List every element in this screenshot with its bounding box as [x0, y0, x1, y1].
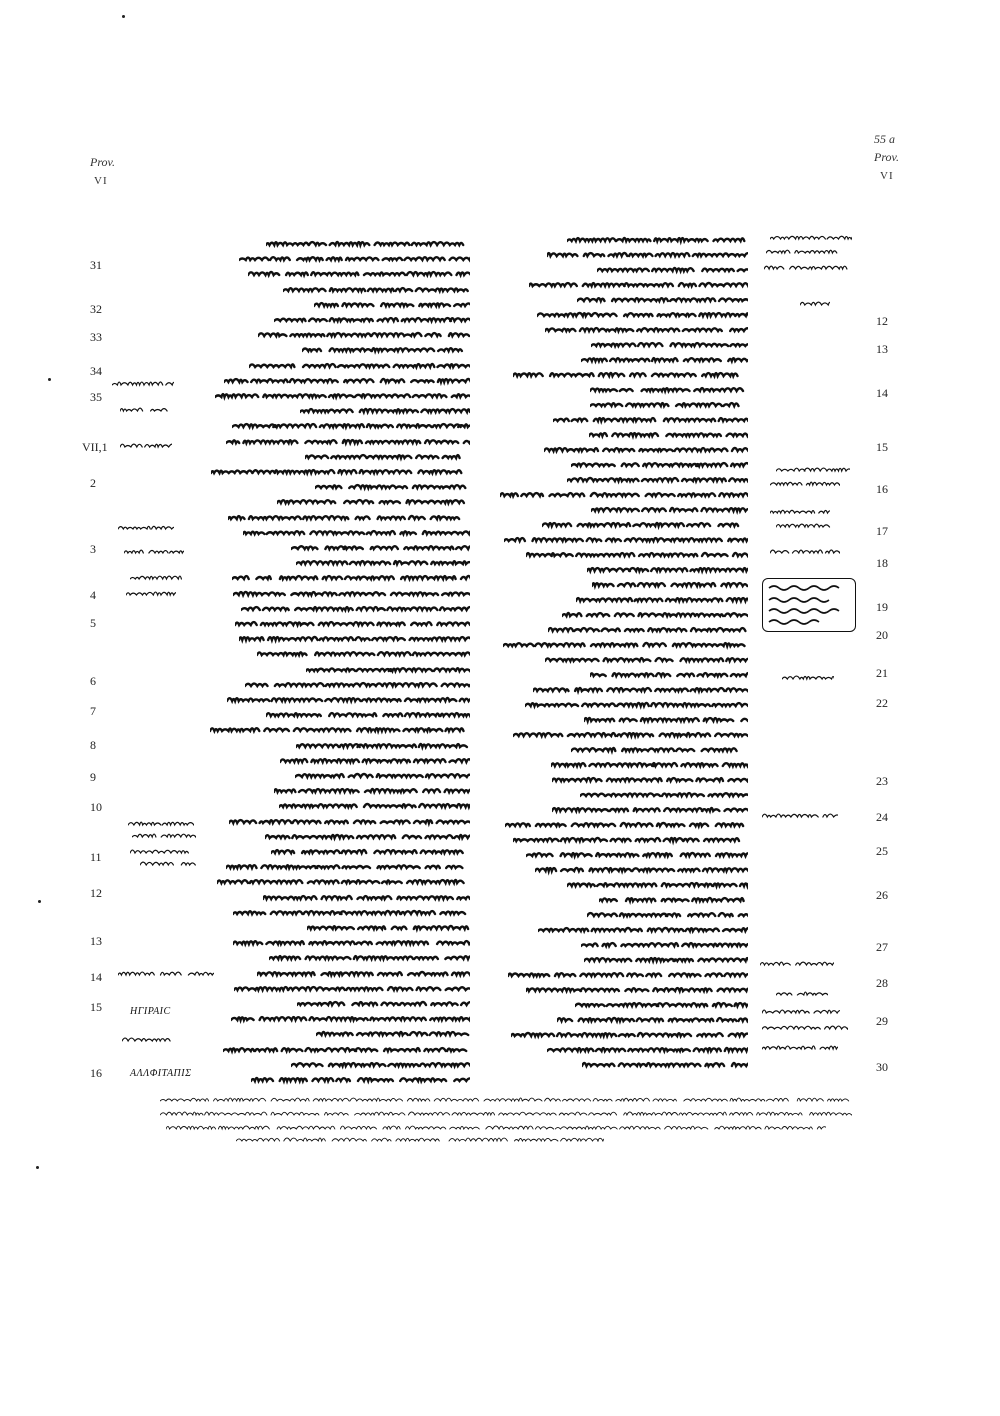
- syriac-script-line: [591, 339, 748, 348]
- syriac-script-line: [258, 329, 470, 338]
- syriac-script-line: [239, 253, 470, 262]
- syriac-script-line: [239, 633, 470, 642]
- syriac-script-line: [552, 804, 748, 813]
- syriac-script-line: [587, 909, 748, 918]
- syriac-script-line: [257, 648, 470, 657]
- margin-speck: [38, 900, 41, 903]
- syriac-script-line: [263, 892, 470, 901]
- right-verse-number: 21: [876, 666, 888, 680]
- syriac-script-line: [140, 858, 196, 867]
- right-verse-number: 25: [876, 844, 888, 858]
- syriac-script-line: [277, 496, 470, 505]
- left-verse-number: 6: [90, 674, 96, 688]
- greek-note-1: ΗΓΙΡΑΙC: [130, 1006, 171, 1017]
- syriac-script-line: [553, 414, 748, 423]
- syriac-script-line: [233, 937, 470, 946]
- syriac-script-line: [118, 968, 214, 977]
- syriac-script-line: [590, 399, 748, 408]
- left-verse-number: 32: [90, 302, 102, 316]
- left-verse-number: 8: [90, 738, 96, 752]
- left-verse-number: VII,1: [82, 440, 108, 454]
- left-verse-number: 10: [90, 800, 102, 814]
- right-verse-number: 15: [876, 440, 888, 454]
- syriac-script-line: [305, 451, 470, 460]
- syriac-script-line: [589, 429, 748, 438]
- syriac-script-line: [241, 603, 470, 612]
- syriac-script-line: [118, 522, 174, 531]
- syriac-script-line: [567, 474, 748, 483]
- syriac-script-line: [547, 1044, 748, 1053]
- syriac-script-line: [782, 672, 834, 681]
- syriac-script-line: [122, 1034, 178, 1043]
- syriac-script-line: [302, 344, 470, 353]
- syriac-script-line: [265, 831, 470, 840]
- right-verse-number: 29: [876, 1014, 888, 1028]
- syriac-script-line: [314, 299, 470, 308]
- syriac-script-line: [511, 1029, 748, 1038]
- syriac-script-line: [762, 1006, 840, 1015]
- syriac-script-line: [526, 849, 748, 858]
- syriac-script-line: [576, 594, 748, 603]
- right-verse-number: 28: [876, 976, 888, 990]
- right-verse-number: 18: [876, 556, 888, 570]
- left-verse-number: 4: [90, 588, 96, 602]
- syriac-script-line: [575, 999, 748, 1008]
- syriac-script-line: [800, 298, 830, 307]
- syriac-script-line: [315, 481, 470, 490]
- left-verse-number: 3: [90, 542, 96, 556]
- syriac-script-line: [770, 546, 840, 555]
- right-verse-number: 17: [876, 524, 888, 538]
- syriac-script-line: [307, 922, 470, 931]
- syriac-script-line: [581, 939, 748, 948]
- syriac-script-line: [233, 588, 470, 597]
- syriac-script-line: [580, 789, 748, 798]
- syriac-script-line: [599, 894, 748, 903]
- syriac-script-line: [231, 1013, 470, 1022]
- syriac-script-line: [776, 464, 850, 473]
- syriac-script-line: [513, 369, 748, 378]
- syriac-script-line: [776, 988, 828, 997]
- syriac-script-line: [508, 969, 748, 978]
- left-book-header: Prov.: [90, 155, 115, 169]
- syriac-script-line: [587, 564, 748, 573]
- syriac-script-line: [300, 405, 470, 414]
- syriac-script-line: [279, 800, 470, 809]
- left-verse-number: 13: [90, 934, 102, 948]
- syriac-script-line: [513, 729, 748, 738]
- syriac-script-line: [226, 436, 470, 445]
- syriac-script-line: [529, 279, 748, 288]
- syriac-script-line: [762, 1022, 848, 1031]
- syriac-script-line: [274, 314, 470, 323]
- syriac-script-line: [132, 830, 196, 839]
- syriac-script-line: [245, 679, 470, 688]
- right-verse-number: 13: [876, 342, 888, 356]
- syriac-script-line: [112, 378, 174, 387]
- syriac-script-line: [211, 466, 470, 475]
- syriac-script-line: [547, 249, 748, 258]
- syriac-script-line: [762, 1042, 838, 1051]
- syriac-script-line: [557, 1014, 748, 1023]
- right-verse-number: 16: [876, 482, 888, 496]
- syriac-script-line: [562, 609, 748, 618]
- right-verse-number: 27: [876, 940, 888, 954]
- syriac-script-line: [166, 1122, 826, 1131]
- right-verse-number: 22: [876, 696, 888, 710]
- right-verse-number: 19: [876, 600, 888, 614]
- syriac-script-line: [271, 846, 470, 855]
- syriac-script-line: [120, 404, 168, 413]
- syriac-script-line: [266, 238, 470, 247]
- syriac-script-line: [243, 527, 470, 536]
- syriac-script-line: [500, 489, 748, 498]
- syriac-script-line: [236, 1134, 604, 1143]
- left-verse-number: 12: [90, 886, 102, 900]
- syriac-script-line: [124, 546, 184, 555]
- syriac-script-line: [551, 759, 748, 768]
- syriac-script-line: [232, 572, 470, 581]
- left-verse-number: 31: [90, 258, 102, 272]
- syriac-script-line: [126, 588, 176, 597]
- syriac-script-line: [538, 924, 748, 933]
- syriac-script-line: [504, 534, 748, 543]
- syriac-script-line: [764, 262, 854, 271]
- syriac-script-line: [571, 744, 748, 753]
- syriac-script-line: [257, 968, 470, 977]
- syriac-script-line: [120, 440, 172, 449]
- right-chapter-header: VI: [880, 170, 894, 182]
- syriac-script-line: [130, 572, 182, 581]
- syriac-script-line: [291, 1059, 470, 1068]
- left-verse-number: 33: [90, 330, 102, 344]
- greek-note-2: ΑΛΛΦΙΤΑΠΙΣ: [130, 1068, 192, 1079]
- syriac-script-line: [526, 549, 748, 558]
- right-verse-number: 12: [876, 314, 888, 328]
- right-book-header: Prov.: [874, 150, 899, 164]
- syriac-script-line: [552, 774, 748, 783]
- right-verse-number: 23: [876, 774, 888, 788]
- right-verse-number: 24: [876, 810, 888, 824]
- syriac-script-line: [567, 234, 748, 243]
- syriac-script-line: [210, 724, 470, 733]
- syriac-script-line: [770, 478, 840, 487]
- syriac-script-line: [760, 958, 834, 967]
- syriac-script-line: [542, 519, 748, 528]
- left-verse-number: 5: [90, 616, 96, 630]
- syriac-script-line: [776, 520, 832, 529]
- syriac-script-line: [234, 983, 470, 992]
- syriac-script-line: [544, 444, 748, 453]
- syriac-script-line: [582, 1059, 748, 1068]
- syriac-script-line: [130, 846, 200, 855]
- left-verse-number: 16: [90, 1066, 102, 1080]
- left-verse-number: 7: [90, 704, 96, 718]
- syriac-script-line: [266, 709, 470, 718]
- syriac-script-line: [232, 420, 470, 429]
- syriac-script-line: [525, 699, 748, 708]
- syriac-script-line: [269, 952, 470, 961]
- syriac-script-line: [597, 264, 748, 273]
- right-folio-number: 55 a: [874, 132, 895, 146]
- syriac-script-line: [591, 504, 748, 513]
- syriac-script-line: [581, 354, 748, 363]
- margin-speck: [48, 378, 51, 381]
- syriac-script-line: [503, 639, 748, 648]
- syriac-script-line: [274, 785, 470, 794]
- syriac-script-line: [160, 1108, 852, 1117]
- syriac-script-line: [584, 954, 748, 963]
- left-verse-number: 35: [90, 390, 102, 404]
- syriac-script-line: [513, 834, 748, 843]
- syriac-script-line: [567, 879, 748, 888]
- syriac-script-line: [571, 459, 748, 468]
- syriac-script-line: [535, 864, 748, 873]
- syriac-script-line: [248, 268, 470, 277]
- syriac-script-line: [577, 294, 748, 303]
- left-verse-number: 34: [90, 364, 102, 378]
- syriac-script-line: [762, 810, 838, 819]
- syriac-script-line: [296, 740, 470, 749]
- right-verse-number: 30: [876, 1060, 888, 1074]
- syriac-script-line: [766, 246, 842, 255]
- syriac-script-line: [223, 1044, 470, 1053]
- syriac-script-line: [590, 384, 748, 393]
- syriac-script-line: [224, 375, 470, 384]
- left-verse-number: 11: [90, 850, 102, 864]
- left-chapter-header: VI: [94, 175, 108, 187]
- syriac-script-line: [227, 694, 470, 703]
- syriac-script-line: [592, 579, 748, 588]
- right-verse-number: 20: [876, 628, 888, 642]
- syriac-script-line: [235, 618, 470, 627]
- syriac-script-line: [770, 232, 852, 241]
- syriac-script-line: [296, 557, 470, 566]
- syriac-script-line: [228, 512, 470, 521]
- syriac-script-line: [537, 309, 748, 318]
- syriac-script-line: [280, 755, 470, 764]
- syriac-script-line: [533, 684, 748, 693]
- syriac-script-line: [291, 542, 470, 551]
- syriac-script-line: [249, 360, 470, 369]
- margin-speck: [122, 15, 125, 18]
- syriac-script-line: [526, 984, 748, 993]
- syriac-script-line: [226, 861, 470, 870]
- syriac-script-line: [548, 624, 748, 633]
- left-verse-number: 2: [90, 476, 96, 490]
- syriac-script-line: [283, 284, 470, 293]
- syriac-script-line: [306, 664, 470, 673]
- left-verse-number: 14: [90, 970, 102, 984]
- syriac-script-line: [295, 770, 470, 779]
- syriac-script-line: [229, 816, 470, 825]
- syriac-script-line: [128, 818, 194, 827]
- syriac-script-line: [160, 1094, 850, 1103]
- left-verse-number: 15: [90, 1000, 102, 1014]
- boxed-marginal-gloss: [762, 578, 856, 632]
- syriac-script-line: [584, 714, 748, 723]
- left-verse-number: 9: [90, 770, 96, 784]
- syriac-script-line: [770, 506, 830, 515]
- syriac-script-line: [545, 654, 748, 663]
- right-verse-number: 14: [876, 386, 888, 400]
- syriac-script-line: [316, 1028, 470, 1037]
- syriac-script-line: [297, 998, 470, 1007]
- syriac-script-line: [215, 390, 470, 399]
- margin-speck: [36, 1166, 39, 1169]
- syriac-script-line: [251, 1074, 470, 1083]
- syriac-script-line: [217, 876, 470, 885]
- boxed-gloss-script: [763, 579, 853, 629]
- syriac-script-line: [505, 819, 748, 828]
- right-verse-number: 26: [876, 888, 888, 902]
- syriac-script-line: [233, 907, 470, 916]
- syriac-script-line: [590, 669, 748, 678]
- syriac-script-line: [545, 324, 748, 333]
